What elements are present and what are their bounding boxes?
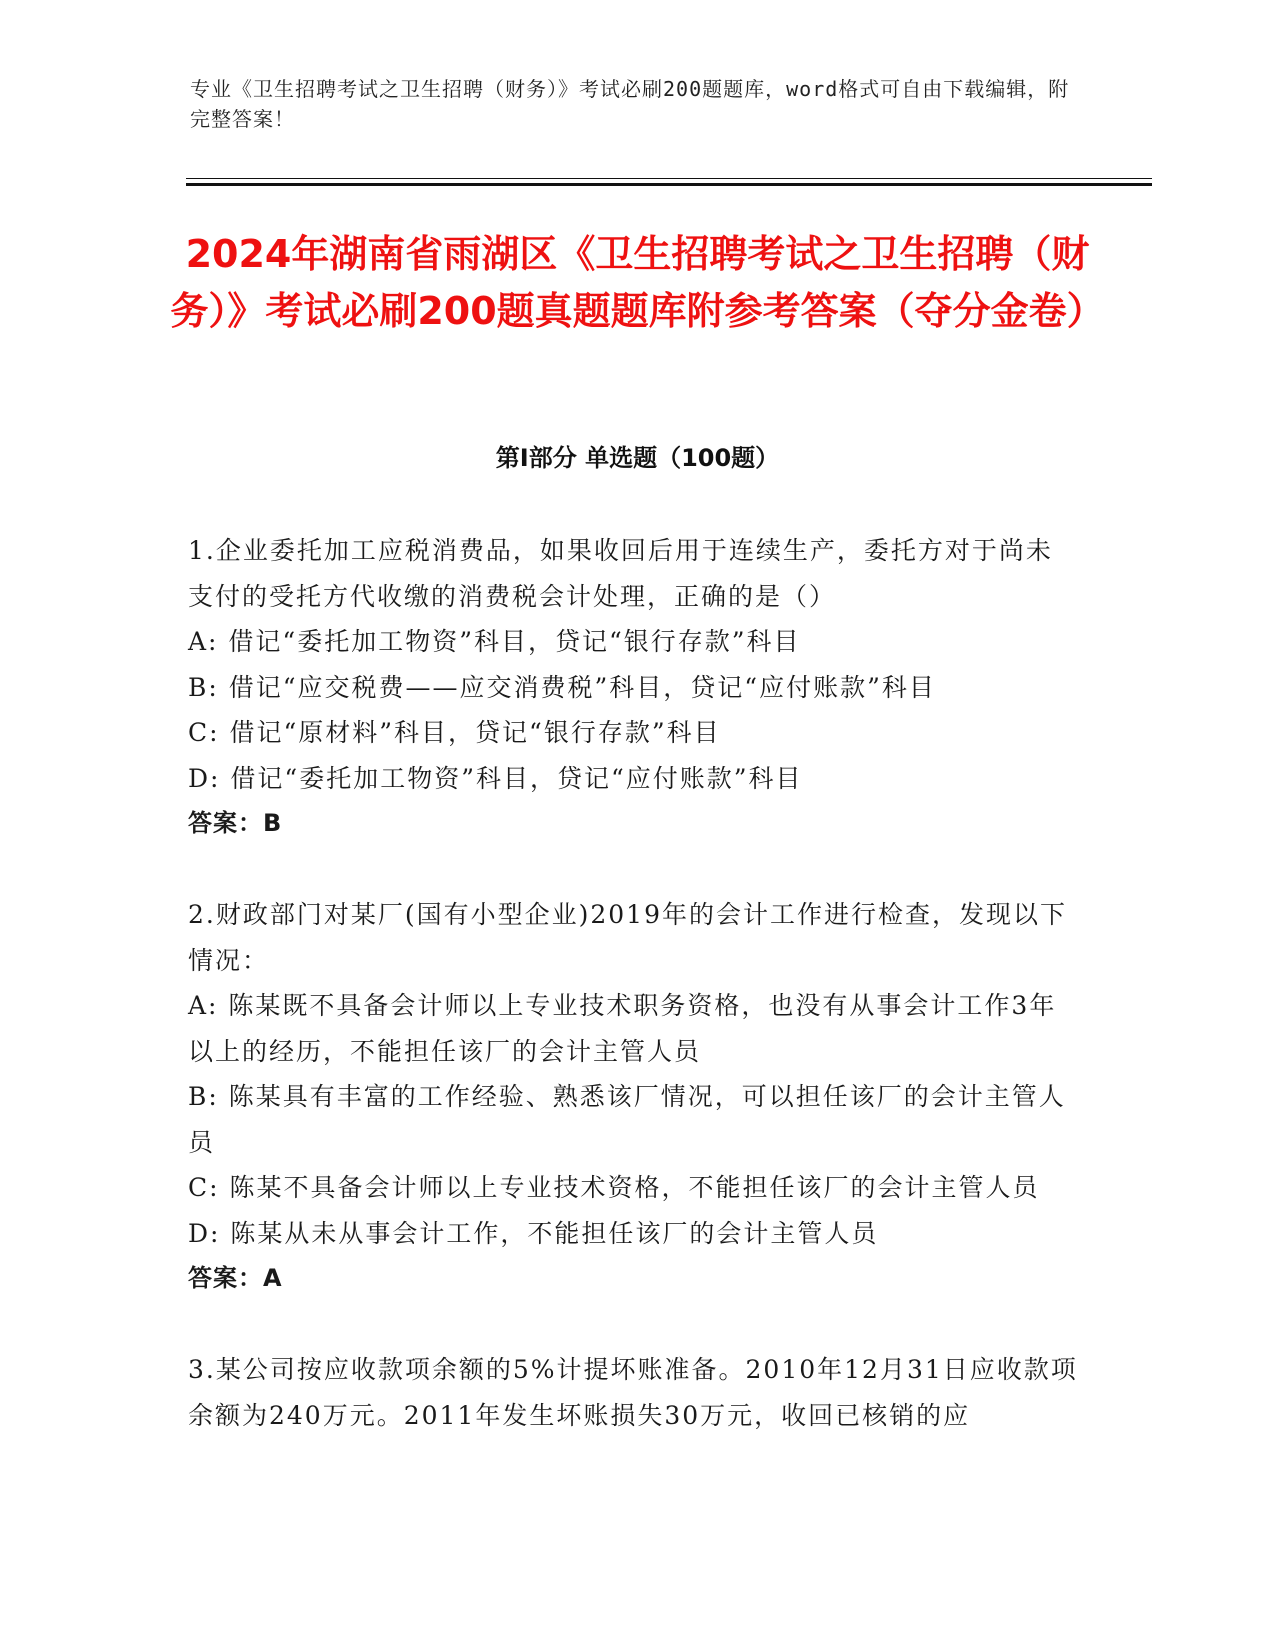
- question-option: A: 借记“委托加工物资”科目，贷记“银行存款”科目: [188, 627, 801, 656]
- section-heading: 第Ⅰ部分 单选题（100题）: [495, 444, 780, 472]
- question-option: C: 借记“原材料”科目，贷记“银行存款”科目: [188, 718, 721, 747]
- header-divider-thin: [186, 178, 1152, 179]
- question-item: [188, 1347, 1078, 1438]
- question-stem: 3.某公司按应收款项余额的5%计提坏账准备。2010年12月31日应收款项余额为240万元。2011年发生坏账损失30万元，收回已核销的应: [188, 1355, 1078, 1430]
- question-option: A: 陈某既不具备会计师以上专业技术职务资格，也没有从事会计工作3年以上的经历，不能担任该厂的会计主管人员: [188, 991, 1057, 1066]
- question-answer: 答案：B: [188, 809, 283, 837]
- question-item: [188, 892, 1078, 1302]
- question-list: [188, 528, 1078, 1484]
- question-item: [188, 528, 1078, 847]
- question-option: B: 陈某具有丰富的工作经验、熟悉该厂情况，可以担任该厂的会计主管人员: [188, 1082, 1066, 1157]
- document-title: 2024年湖南省雨湖区《卫生招聘考试之卫生招聘（财务）》考试必刷200题真题题库附参考答案（夺分金卷）: [170, 232, 1105, 333]
- question-option: D: 陈某从未从事会计工作，不能担任该厂的会计主管人员: [188, 1218, 879, 1248]
- question-stem: 1.企业委托加工应税消费品，如果收回后用于连续生产，委托方对于尚未支付的受托方代收缴的消费税会计处理，正确的是（）: [188, 536, 1053, 611]
- header-note: 专业《卫生招聘考试之卫生招聘（财务）》考试必刷200题题库，word格式可自由下载编辑，附完整答案！: [190, 77, 1070, 131]
- question-answer: 答案：A: [188, 1264, 283, 1292]
- question-option: D: 借记“委托加工物资”科目，贷记“应付账款”科目: [188, 763, 803, 793]
- header-divider-thick: [186, 183, 1152, 186]
- question-option: C: 陈某不具备会计师以上专业技术资格，不能担任该厂的会计主管人员: [188, 1173, 1040, 1202]
- question-option: B: 借记“应交税费——应交消费税”科目，贷记“应付账款”科目: [188, 672, 936, 702]
- question-stem: 2.财政部门对某厂(国有小型企业)2019年的会计工作进行检查，发现以下情况：: [188, 900, 1067, 975]
